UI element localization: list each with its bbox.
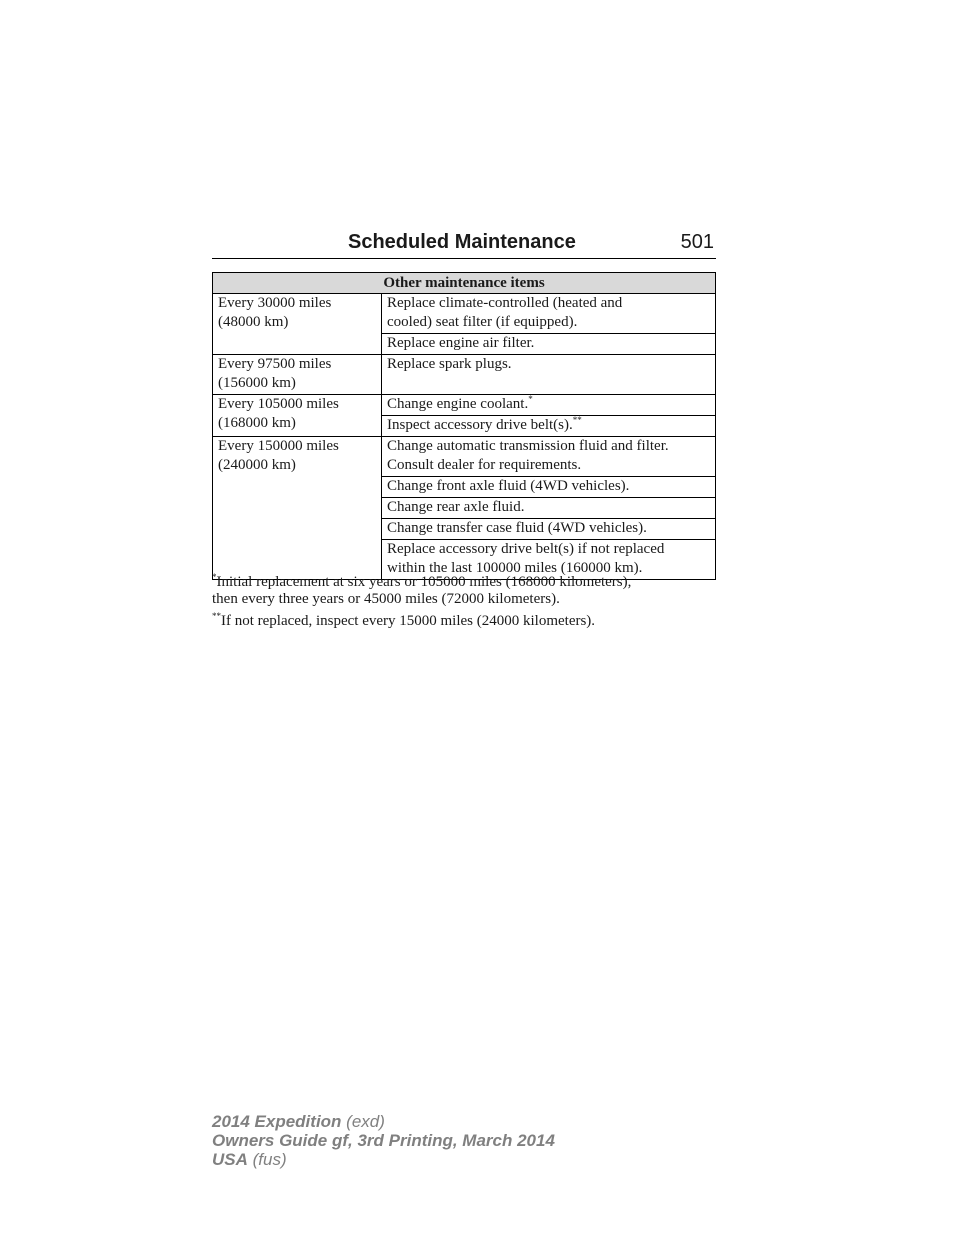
table-heading: Other maintenance items bbox=[213, 273, 716, 294]
interval-line: Every 30000 miles bbox=[218, 295, 332, 311]
task-line: Change automatic transmission fluid and filter. bbox=[387, 438, 669, 454]
task-line: Change front axle fluid (4WD vehicles). bbox=[387, 478, 630, 494]
table-row bbox=[213, 355, 716, 395]
interval-cell bbox=[213, 294, 382, 355]
task-line: Replace engine air filter. bbox=[387, 335, 535, 351]
task-cell bbox=[382, 437, 716, 477]
task-cell bbox=[382, 477, 716, 498]
table-row bbox=[213, 395, 716, 416]
task-cell bbox=[382, 498, 716, 519]
table-row bbox=[213, 437, 716, 477]
section-title: Scheduled Maintenance bbox=[348, 231, 576, 253]
maintenance-table bbox=[212, 272, 716, 580]
footnote-line: If not replaced, inspect every 15000 miles (24000 kilometers). bbox=[221, 613, 596, 629]
task-cell bbox=[382, 416, 716, 437]
footer-market-line bbox=[212, 1150, 555, 1169]
task-cell bbox=[382, 395, 716, 416]
interval-cell bbox=[213, 355, 382, 395]
task-line: Change engine coolant. bbox=[387, 396, 529, 412]
task-line: Replace spark plugs. bbox=[387, 356, 512, 372]
footer-market: USA bbox=[212, 1150, 248, 1169]
footnote-mark: * bbox=[528, 394, 533, 404]
interval-line: Every 150000 miles bbox=[218, 438, 339, 454]
interval-line: (168000 km) bbox=[218, 415, 296, 431]
task-line: within the last 100000 miles (160000 km). bbox=[387, 560, 643, 576]
task-line: Replace climate-controlled (heated and bbox=[387, 295, 623, 311]
footer-guide: Owners Guide gf, 3rd Printing, March 2014 bbox=[212, 1131, 555, 1150]
page-header bbox=[212, 230, 716, 259]
task-line: Change transfer case fluid (4WD vehicles). bbox=[387, 520, 647, 536]
task-cell bbox=[382, 355, 716, 395]
task-cell bbox=[382, 294, 716, 334]
table-row bbox=[213, 294, 716, 334]
task-line: cooled) seat filter (if equipped). bbox=[387, 314, 578, 330]
interval-cell bbox=[213, 395, 382, 437]
interval-line: (48000 km) bbox=[218, 314, 289, 330]
footnote-mark: * bbox=[212, 572, 217, 582]
footnote-mark: ** bbox=[212, 611, 221, 621]
footnote-mark: ** bbox=[572, 415, 582, 425]
task-line: Change rear axle fluid. bbox=[387, 499, 525, 515]
interval-line: (156000 km) bbox=[218, 375, 296, 391]
interval-line: Every 105000 miles bbox=[218, 396, 339, 412]
page-footer bbox=[212, 1112, 555, 1169]
page-number: 501 bbox=[680, 231, 714, 253]
footnote-line: then every three years or 45000 miles (72000 kilometers). bbox=[212, 591, 560, 607]
footer-guide-line bbox=[212, 1131, 555, 1150]
footer-model: 2014 Expedition bbox=[212, 1112, 342, 1131]
footer-model-line bbox=[212, 1112, 555, 1131]
task-line: Inspect accessory drive belt(s). bbox=[387, 417, 573, 433]
footnote-line: Initial replacement at six years or 105000 miles (168000 kilometers), bbox=[216, 574, 632, 590]
task-line: Replace accessory drive belt(s) if not replaced bbox=[387, 541, 665, 557]
footer-model-code: (exd) bbox=[346, 1112, 385, 1131]
interval-cell bbox=[213, 437, 382, 580]
footnote bbox=[212, 574, 716, 608]
table-body bbox=[213, 294, 716, 580]
table-heading-row bbox=[213, 273, 716, 294]
footnotes bbox=[212, 574, 716, 635]
task-line: Consult dealer for requirements. bbox=[387, 457, 582, 473]
task-cell bbox=[382, 519, 716, 540]
interval-line: (240000 km) bbox=[218, 457, 296, 473]
interval-line: Every 97500 miles bbox=[218, 356, 332, 372]
footnote bbox=[212, 613, 716, 630]
task-cell bbox=[382, 334, 716, 355]
footer-market-code: (fus) bbox=[252, 1150, 287, 1169]
